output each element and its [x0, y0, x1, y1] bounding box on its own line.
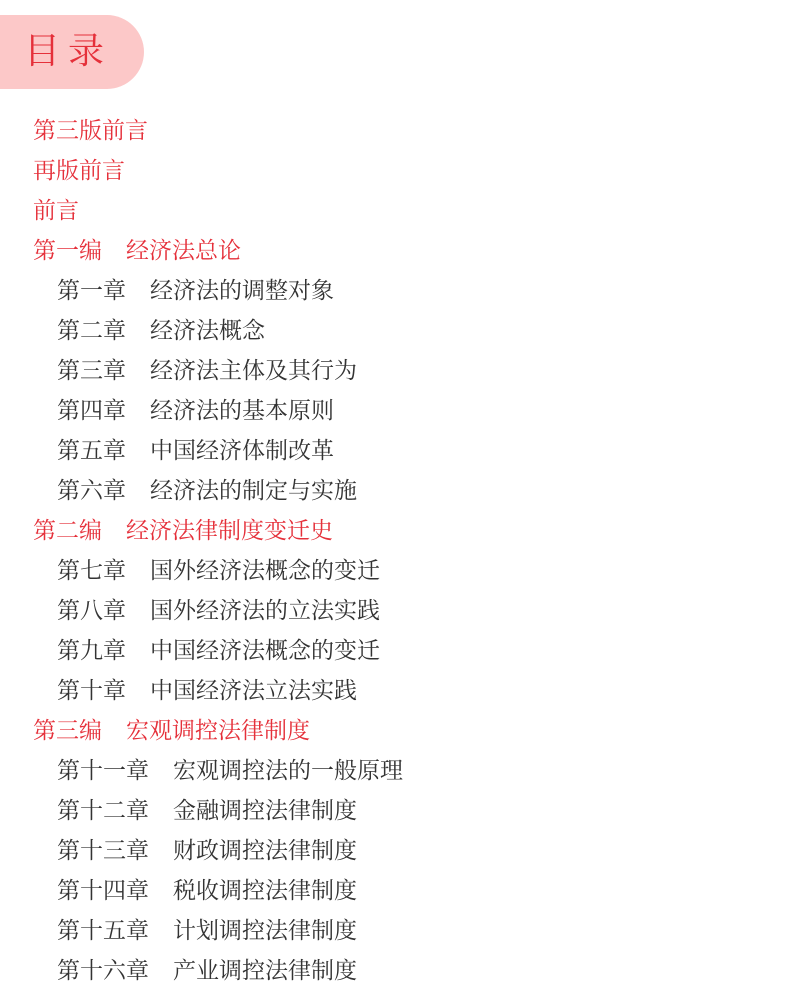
toc-item-title: 计划调控法律制度 [173, 918, 357, 944]
toc-chapter-item[interactable] [0, 551, 790, 591]
toc-item-number: 第四章 [57, 398, 126, 424]
toc-chapter-item[interactable] [0, 951, 790, 991]
toc-item-number: 第十五章 [57, 918, 149, 944]
toc-item-number: 第三章 [57, 358, 126, 384]
toc-item-title: 经济法的制定与实施 [150, 478, 357, 504]
toc-item-title: 宏观调控法的一般原理 [173, 758, 403, 784]
toc-item-title: 经济法的基本原则 [150, 398, 334, 424]
toc-section-item[interactable] [0, 151, 790, 191]
toc-chapter-item[interactable] [0, 791, 790, 831]
toc-item-number: 再版前言 [33, 158, 125, 184]
toc-item-title: 经济法主体及其行为 [150, 358, 357, 384]
toc-chapter-item[interactable] [0, 871, 790, 911]
toc-chapter-item[interactable] [0, 751, 790, 791]
toc-section-item[interactable] [0, 111, 790, 151]
toc-chapter-item[interactable] [0, 631, 790, 671]
toc-item-number: 第七章 [57, 558, 126, 584]
toc-section-item[interactable] [0, 231, 790, 271]
toc-item-title: 国外经济法的立法实践 [150, 598, 380, 624]
toc-item-number: 第一章 [57, 278, 126, 304]
toc-chapter-item[interactable] [0, 671, 790, 711]
toc-item-title: 金融调控法律制度 [173, 798, 357, 824]
toc-item-number: 第二编 [33, 518, 102, 544]
toc-item-number: 第五章 [57, 438, 126, 464]
toc-item-number: 第八章 [57, 598, 126, 624]
toc-item-number: 第三编 [33, 718, 102, 744]
toc-item-title: 中国经济法概念的变迁 [150, 638, 380, 664]
toc-item-title: 中国经济法立法实践 [150, 678, 357, 704]
toc-chapter-item[interactable] [0, 591, 790, 631]
toc-header-tab [0, 15, 144, 89]
toc-chapter-item[interactable] [0, 311, 790, 351]
toc-item-number: 第十章 [57, 678, 126, 704]
toc-item-number: 第三版前言 [33, 118, 148, 144]
toc-chapter-item[interactable] [0, 431, 790, 471]
toc-item-title: 经济法的调整对象 [150, 278, 334, 304]
toc-section-item[interactable] [0, 511, 790, 551]
table-of-contents [0, 111, 790, 991]
toc-item-title: 国外经济法概念的变迁 [150, 558, 380, 584]
toc-chapter-item[interactable] [0, 351, 790, 391]
toc-item-number: 第十六章 [57, 958, 149, 984]
toc-item-number: 第一编 [33, 238, 102, 264]
toc-item-title: 中国经济体制改革 [150, 438, 334, 464]
toc-section-item[interactable] [0, 191, 790, 231]
toc-item-number: 第十二章 [57, 798, 149, 824]
toc-item-title: 经济法概念 [150, 318, 265, 344]
toc-chapter-item[interactable] [0, 831, 790, 871]
toc-section-item[interactable] [0, 711, 790, 751]
toc-item-title: 经济法律制度变迁史 [126, 518, 333, 544]
toc-item-number: 第六章 [57, 478, 126, 504]
toc-item-number: 第十一章 [57, 758, 149, 784]
toc-item-title: 税收调控法律制度 [173, 878, 357, 904]
toc-chapter-item[interactable] [0, 391, 790, 431]
toc-chapter-item[interactable] [0, 471, 790, 511]
toc-item-title: 经济法总论 [126, 238, 241, 264]
toc-chapter-item[interactable] [0, 911, 790, 951]
toc-item-title: 产业调控法律制度 [173, 958, 357, 984]
toc-item-number: 第二章 [57, 318, 126, 344]
toc-item-number: 第九章 [57, 638, 126, 664]
toc-item-title: 财政调控法律制度 [173, 838, 357, 864]
toc-chapter-item[interactable] [0, 271, 790, 311]
toc-item-number: 前言 [33, 198, 79, 224]
toc-item-title: 宏观调控法律制度 [126, 718, 310, 744]
toc-item-number: 第十四章 [57, 878, 149, 904]
toc-item-number: 第十三章 [57, 838, 149, 864]
page-title: 目录 [24, 31, 113, 72]
